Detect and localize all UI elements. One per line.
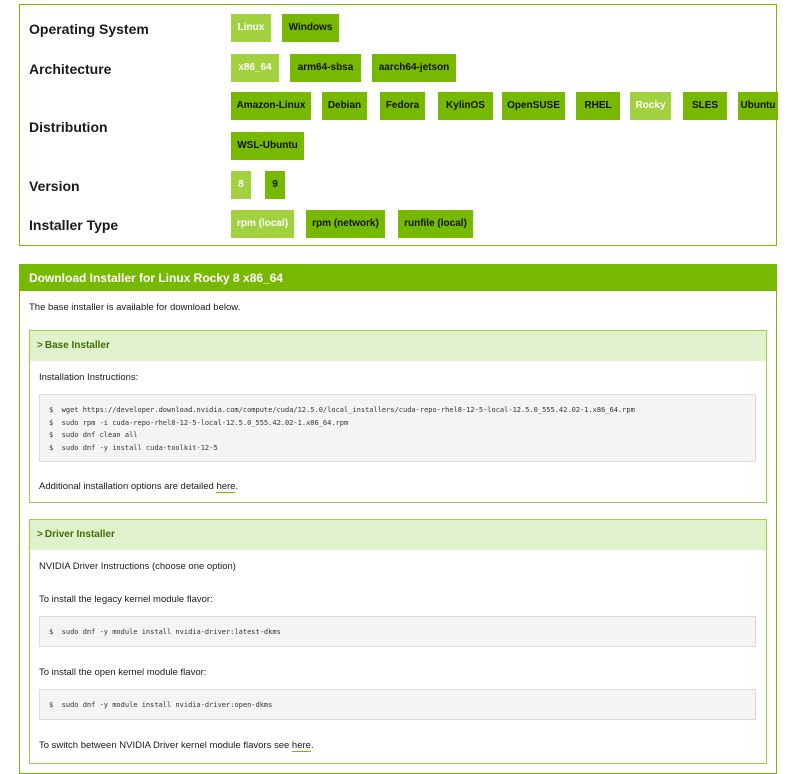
driver-installer-toggle[interactable] xyxy=(30,520,766,550)
additional-options-suffix: . xyxy=(235,481,239,492)
switch-flavor-prefix: To switch between NVIDIA Driver kernel module flavors see xyxy=(39,740,292,751)
download-header: Download Installer for Linux Rocky 8 x86_64 xyxy=(20,265,776,291)
option-fedora[interactable]: Fedora xyxy=(380,92,425,120)
option-amazon-linux[interactable]: Amazon-Linux xyxy=(231,92,311,120)
download-intro: The base installer is available for download below. xyxy=(29,302,241,313)
distribution-label: Distribution xyxy=(29,119,108,135)
option-rocky[interactable]: Rocky xyxy=(630,92,671,120)
base-installer-toggle[interactable] xyxy=(30,331,766,361)
option-opensuse[interactable]: OpenSUSE xyxy=(502,92,565,120)
open-driver-code xyxy=(39,689,756,720)
option-kylinos[interactable]: KylinOS xyxy=(438,92,493,120)
option-aarch64-jetson[interactable]: aarch64-jetson xyxy=(372,54,456,82)
option-version-9[interactable]: 9 xyxy=(265,171,285,199)
switch-flavor-suffix: . xyxy=(310,740,314,751)
additional-options-link[interactable]: here xyxy=(216,481,236,492)
download-installer-panel xyxy=(19,264,777,774)
option-wsl-ubuntu[interactable]: WSL-Ubuntu xyxy=(231,132,304,160)
option-rhel[interactable]: RHEL xyxy=(576,92,620,120)
option-rpm-local[interactable]: rpm (local) xyxy=(231,210,294,238)
version-label: Version xyxy=(29,178,80,194)
code-line: $ wget https://developer.download.nvidia.com/compute/cuda/12.5.0/local_installers/cuda-repo-rhel8-12-5-local-12.5.0_555.42.02-1.x86_64.rpm xyxy=(49,406,635,414)
option-x86-64[interactable]: x86_64 xyxy=(231,54,279,82)
base-installer-code xyxy=(39,394,756,462)
option-arm64-sbsa[interactable]: arm64-sbsa xyxy=(290,54,361,82)
code-line: $ sudo dnf -y module install nvidia-driver:open-dkms xyxy=(49,701,273,709)
option-sles[interactable]: SLES xyxy=(683,92,727,120)
option-ubuntu[interactable]: Ubuntu xyxy=(738,92,778,120)
base-installer-section xyxy=(29,330,767,503)
installer-type-label: Installer Type xyxy=(29,217,119,233)
legacy-driver-code xyxy=(39,616,756,647)
additional-options-text xyxy=(39,481,238,492)
option-debian[interactable]: Debian xyxy=(322,92,367,120)
operating-system-label: Operating System xyxy=(29,21,149,37)
switch-flavor-text xyxy=(39,740,314,751)
chevron-right-icon: > xyxy=(37,529,43,540)
code-line: $ sudo rpm -i cuda-repo-rhel8-12-5-local-12.5.0_555.42.02-1.x86_64.rpm xyxy=(49,418,349,427)
open-flavor-label: To install the open kernel module flavor: xyxy=(39,667,207,678)
download-selector xyxy=(19,4,777,246)
base-installer-title: Base Installer xyxy=(44,340,110,351)
option-runfile-local[interactable]: runfile (local) xyxy=(398,210,473,238)
code-line: $ sudo dnf clean all xyxy=(49,431,138,439)
code-line: $ sudo dnf -y module install nvidia-driver:latest-dkms xyxy=(49,628,281,636)
driver-installer-title: Driver Installer xyxy=(44,529,115,540)
legacy-flavor-label: To install the legacy kernel module flavor: xyxy=(39,594,213,605)
driver-installer-section xyxy=(29,519,767,764)
code-line: $ sudo dnf -y install cuda-toolkit-12-5 xyxy=(49,443,218,452)
option-rpm-network[interactable]: rpm (network) xyxy=(306,210,385,238)
chevron-right-icon: > xyxy=(37,340,43,351)
switch-flavor-link[interactable]: here xyxy=(291,740,311,751)
option-windows[interactable]: Windows xyxy=(282,14,339,42)
installation-instructions-label: Installation Instructions: xyxy=(39,372,139,383)
option-linux[interactable]: Linux xyxy=(231,14,271,42)
driver-instructions-label: NVIDIA Driver Instructions (choose one option) xyxy=(39,561,236,572)
additional-options-prefix: Additional installation options are detailed xyxy=(39,481,217,492)
option-version-8[interactable]: 8 xyxy=(231,171,251,199)
architecture-label: Architecture xyxy=(29,61,112,77)
